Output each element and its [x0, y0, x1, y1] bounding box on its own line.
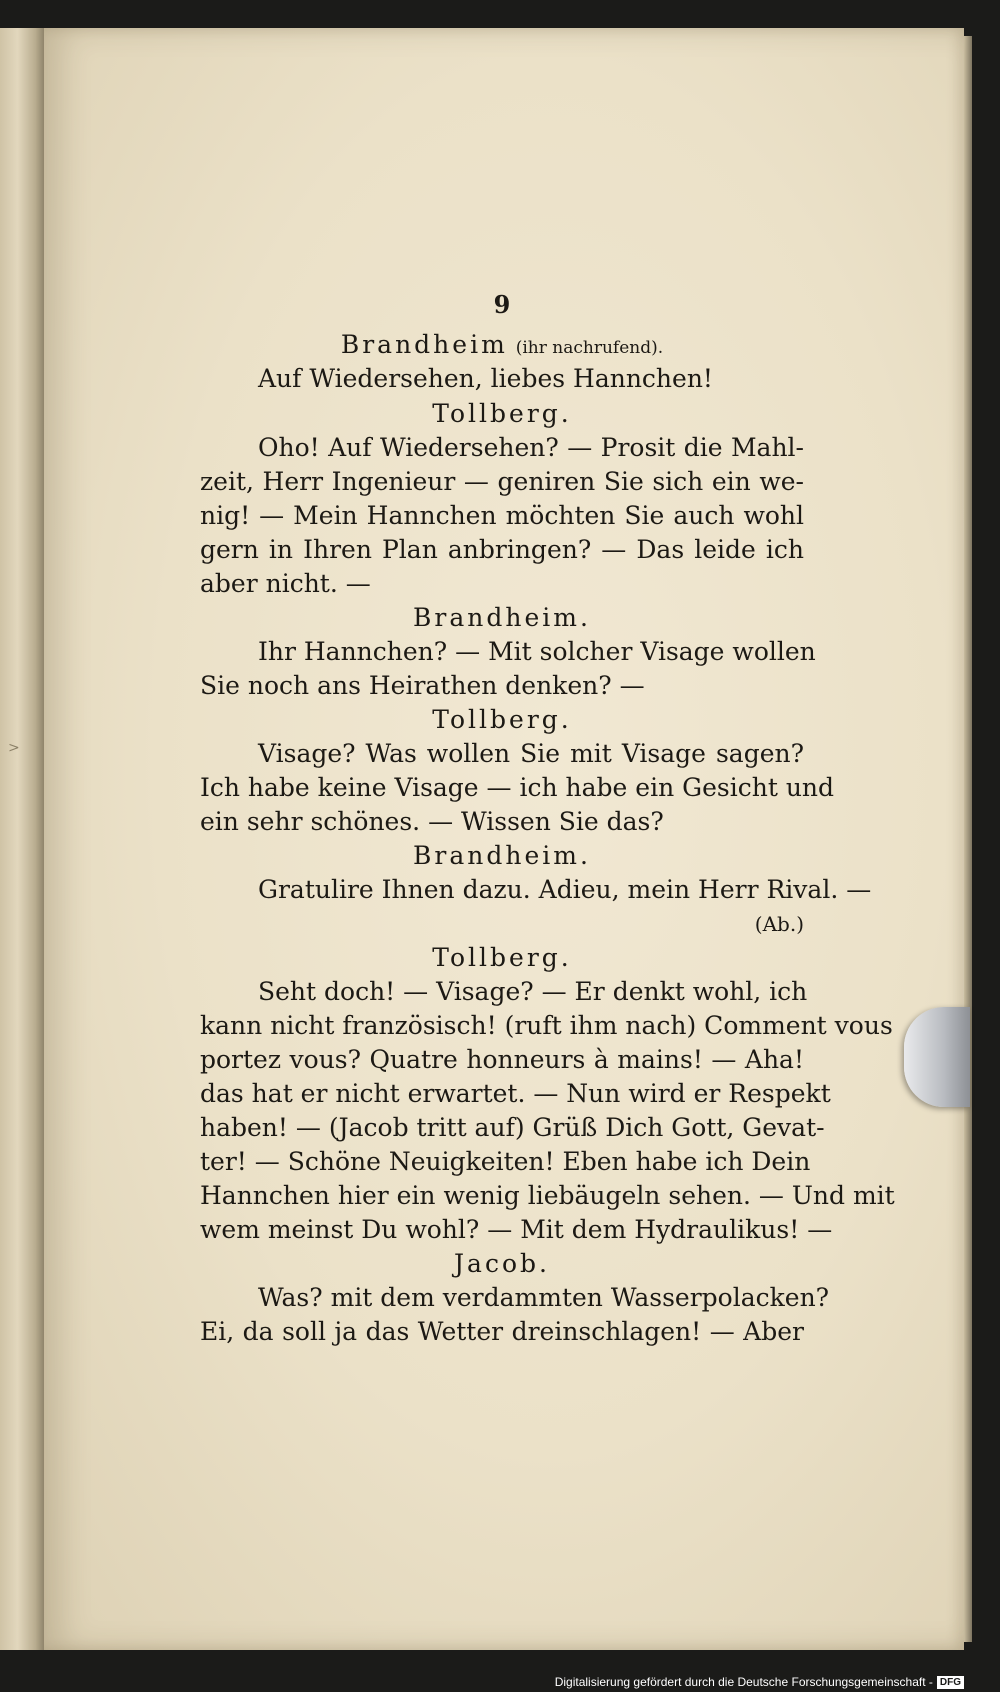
stage-direction: (ihr nachrufend). [515, 338, 664, 358]
speaker-name: Brandheim [340, 330, 508, 359]
speaker-line: Brandheim. [413, 841, 591, 870]
text-line: kann nicht französisch! (ruft ihm nach) Comment vous [200, 1011, 893, 1040]
speaker-line [200, 328, 804, 362]
text-line: ter! — Schöne Neuigkeiten! Eben habe ich Dein [200, 1147, 811, 1176]
text-line: Oho! Auf Wiedersehen? — Prosit die Mahl- [258, 433, 804, 462]
text-line: Gratulire Ihnen dazu. Adieu, mein Herr Rival. — [258, 875, 872, 904]
text-line: Sie noch ans Heirathen denken? — [200, 671, 645, 700]
text-line: haben! — (Jacob tritt auf) Grüß Dich Gott, Gevat- [200, 1113, 825, 1142]
footer-credit [555, 1672, 964, 1692]
text-line: Ich habe keine Visage — ich habe ein Gesicht und [200, 773, 835, 802]
credit-text: Digitalisierung gefördert durch die Deutsche Forschungsgemeinschaft - [554, 1675, 933, 1689]
margin-mark: > [8, 740, 20, 756]
text-line: wem meinst Du wohl? — Mit dem Hydraulikus! — [200, 1215, 833, 1244]
text-line: ein sehr schönes. — Wissen Sie das? [200, 807, 664, 836]
text-line: Visage? Was wollen Sie mit Visage sagen? [258, 739, 804, 768]
text-line: nig! — Mein Hannchen möchten Sie auch wohl [200, 501, 804, 530]
book-page [44, 28, 964, 1650]
text-line: Hannchen hier ein wenig liebäugeln sehen. — Und mit [200, 1181, 895, 1210]
speaker-line: Jacob. [454, 1249, 550, 1278]
stage-direction: (Ab.) [754, 912, 804, 936]
speaker-line: Tollberg. [432, 399, 572, 428]
text-line: das hat er nicht erwartet. — Nun wird er Respekt [200, 1079, 831, 1108]
text-line: gern in Ihren Plan anbringen? — Das leide ich [200, 535, 804, 564]
text-line: aber nicht. — [200, 569, 371, 598]
speaker-line: Tollberg. [432, 943, 572, 972]
speaker-line: Brandheim. [413, 603, 591, 632]
text-line: Ei, da soll ja das Wetter dreinschlagen! — Aber [200, 1317, 804, 1346]
dfg-logo: DFG [937, 1676, 964, 1689]
left-page-edge [0, 28, 44, 1650]
text-line: zeit, Herr Ingenieur — geniren Sie sich ein we- [200, 467, 804, 496]
page-clip [904, 1007, 970, 1107]
text-line: Was? mit dem verdammten Wasserpolacken? [258, 1283, 830, 1312]
text-line: portez vous? Quatre honneurs à mains! — Aha! [200, 1045, 804, 1074]
right-page-edge [964, 36, 972, 1642]
page-number: 9 [493, 290, 511, 319]
text-line: Auf Wiedersehen, liebes Hannchen! [258, 364, 713, 393]
text-line: Ihr Hannchen? — Mit solcher Visage wollen [258, 637, 816, 666]
text-line: Seht doch! — Visage? — Er denkt wohl, ich [258, 977, 808, 1006]
speaker-line: Tollberg. [432, 705, 572, 734]
